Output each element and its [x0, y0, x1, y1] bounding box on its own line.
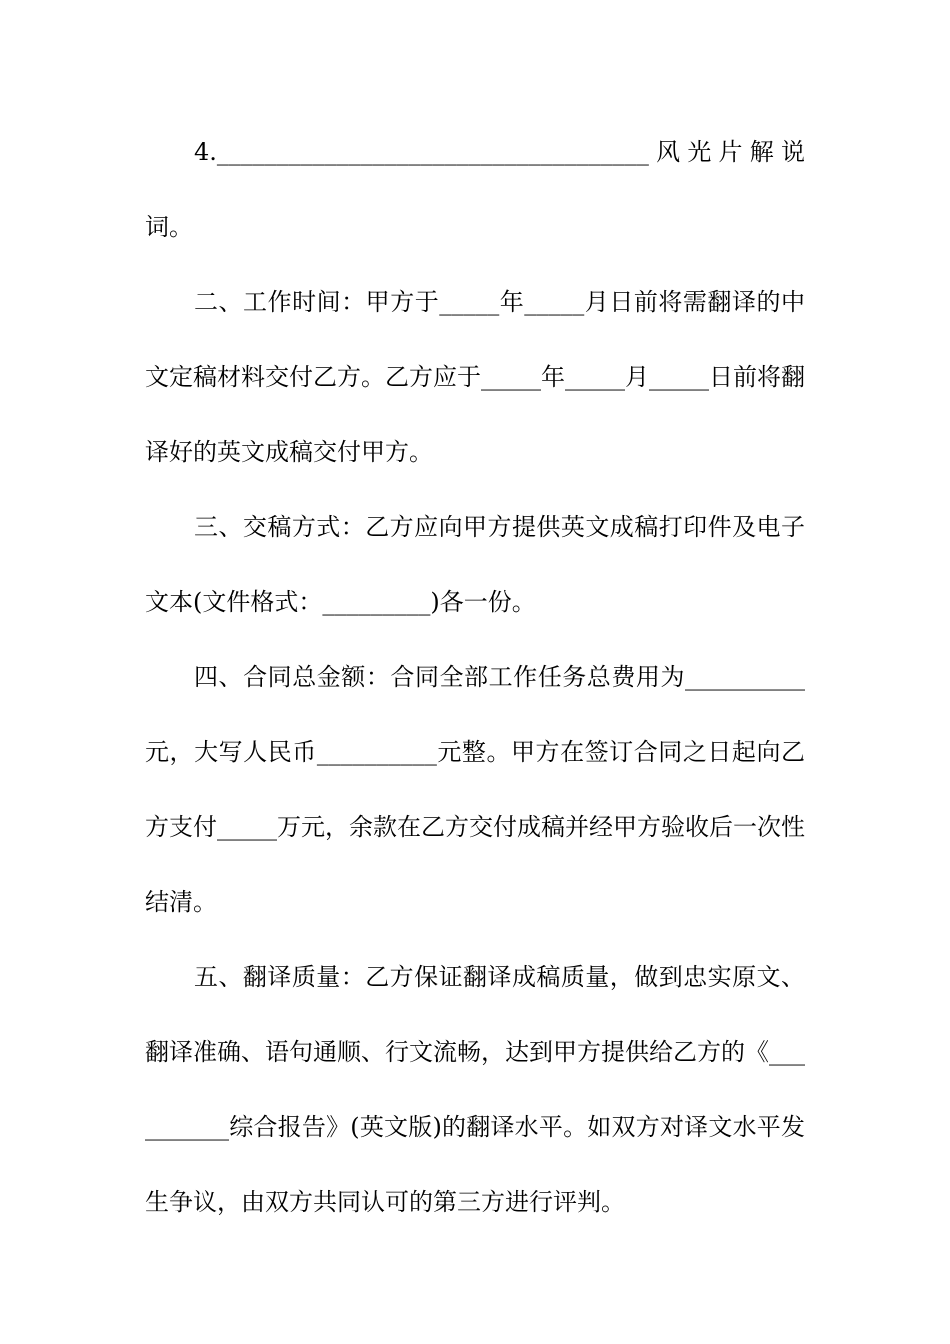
text-line-amount: 四、合同总金额：合同全部工作任务总费用为__________ [194, 663, 805, 691]
text-line-delivery-2: 文本(文件格式：_________)各一份。 [145, 588, 536, 616]
text-line-amount-3: 方支付_____万元，余款在乙方交付成稿并经甲方验收后一次性 [145, 813, 805, 841]
text-line-item-4-end: 词。 [145, 213, 193, 241]
text-line-delivery: 三、交稿方式：乙方应向甲方提供英文成稿打印件及电子 [194, 513, 805, 541]
text-line-work-time-2: 文定稿材料交付乙方。乙方应于_____年_____月_____日前将翻 [145, 363, 805, 391]
text-line-work-time: 二、工作时间：甲方于_____年_____月日前将需翻译的中 [194, 288, 805, 316]
text-line-item-4: 4.____________________________________风光片解说 [194, 138, 805, 166]
text-line-work-time-3: 译好的英文成稿交付甲方。 [145, 438, 433, 466]
text-line-amount-4: 结清。 [145, 888, 217, 916]
text-line-amount-2: 元，大写人民币__________元整。甲方在签订合同之日起向乙 [145, 738, 805, 766]
text-line-quality-2: 翻译准确、语句通顺、行文流畅，达到甲方提供给乙方的《___ [145, 1038, 805, 1066]
text-line-quality-4: 生争议，由双方共同认可的第三方进行评判。 [145, 1188, 625, 1216]
text-line-quality: 五、翻译质量：乙方保证翻译成稿质量，做到忠实原文、 [194, 963, 805, 991]
text-line-quality-3: _______综合报告》(英文版)的翻译水平。如双方对译文水平发 [145, 1113, 805, 1141]
